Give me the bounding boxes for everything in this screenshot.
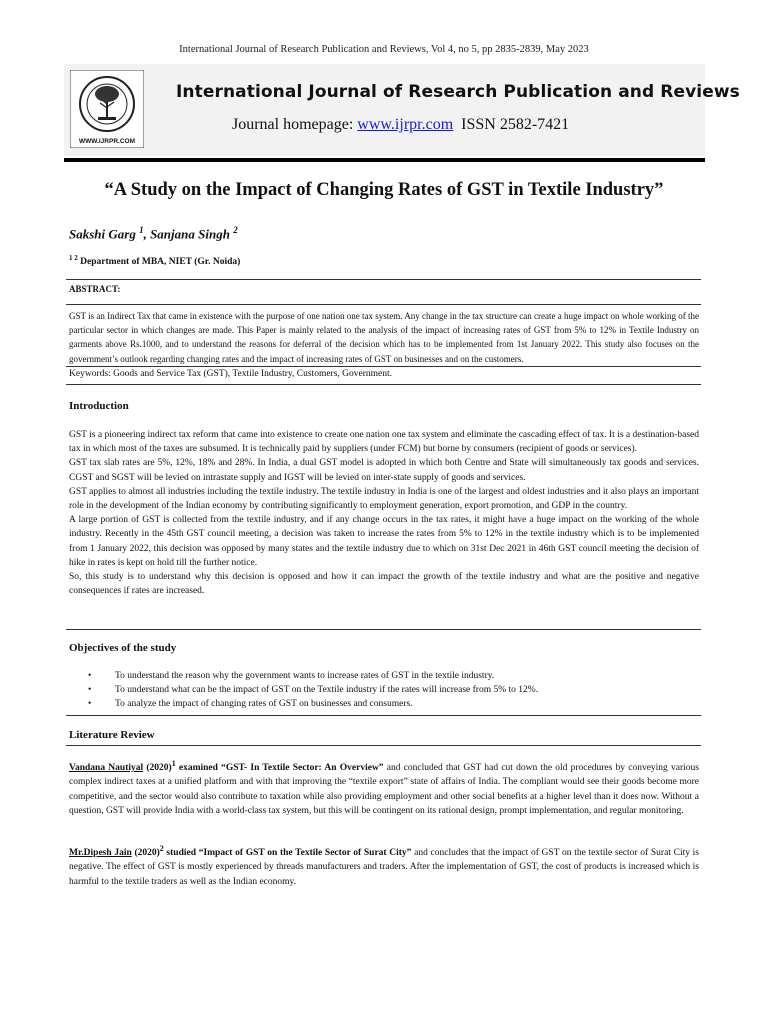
lit-year: (2020) (143, 763, 172, 774)
author-separator: , Sanjana Singh (143, 226, 234, 242)
objective-item: • To understand what can be the impact of GST on the Textile industry if the rates will increase from 5% to 12%. (88, 683, 688, 697)
header-rule (64, 158, 705, 162)
paper-title: “A Study on the Impact of Changing Rates of GST in Textile Industry” (104, 180, 664, 200)
lit-work-title: “GST- In Textile Sector: An Overview” (221, 763, 384, 774)
intro-paragraph: GST applies to almost all industries including the textile industry. The textile industry in India is one of the largest and oldest industries and it also plays an important role in the development of the Indian economy by contributing significantly to employment generation, export promotion, and GDP in the country. (69, 486, 699, 512)
affiliation (69, 254, 240, 267)
intro-paragraph: GST is a pioneering indirect tax reform that came into existence to create one nation one tax system and eliminate the cascading effect of tax. It is a destination-based tax in which most of the taxes are subsumed. It is technically paid by suppliers (under FCM) but borne by consumers (recipient of goods or services). (69, 430, 699, 455)
intro-paragraph: A large portion of GST is collected from the textile industry, and if any change occurs in the tax rates, it might have a huge impact on the working of the whole industry. Recently in the 45th GST council meeting, a decision was taken to increase the rates from 5% to 12% in the textile industry which is to be implemented from 1 January 2022, this decision was opposed by many states and the textile industry due to which on 31st Dec 2021 in 46th GST council meeting the decision of hike in rates is kept on hold till the further notice. (69, 515, 699, 568)
author-sup: 2 (233, 225, 238, 235)
issn: ISSN 2582-7421 (461, 116, 570, 133)
authors (69, 225, 238, 242)
lit-year: (2020) (131, 848, 160, 859)
objectives-heading: Objectives of the study (69, 642, 177, 654)
abstract-divider (66, 304, 701, 305)
literature-entry-1 (69, 757, 699, 818)
objectives-bottom-rule (66, 715, 701, 716)
running-head: International Journal of Research Publication and Reviews, Vol 4, no 5, pp 2835-2839, May 2023 (179, 44, 589, 55)
objectives-list (88, 669, 688, 712)
lit-text: and concludes that the impact of GST on the textile sector of Surat City is negative. The effect of GST is mostly experienced by threads manufacturers and traders. After the implementation of GST, the cost of products is increased which is harmful to the textile traders as well as the Indian economy. (69, 848, 699, 887)
literature-heading: Literature Review (69, 729, 155, 741)
objective-item: • To understand the reason why the government wants to increase rates of GST in the textile industry. (88, 669, 688, 683)
journal-homepage-line (232, 116, 569, 134)
keywords-rule (66, 384, 701, 385)
affiliation-text: Department of MBA, NIET (Gr. Noida) (77, 257, 241, 268)
introduction-body (69, 428, 699, 598)
lit-verb: examined (175, 763, 222, 774)
lit-verb: studied (163, 848, 199, 859)
lit-sup: 2 (159, 844, 164, 853)
introduction-heading: Introduction (69, 400, 129, 412)
journal-title: International Journal of Research Publication and Reviews (176, 82, 740, 102)
objective-item: • To analyze the impact of changing rates of GST on businesses and consumers. (88, 697, 688, 711)
homepage-label: Journal homepage: (232, 116, 358, 133)
abstract-top-rule (66, 279, 701, 280)
journal-logo (70, 70, 144, 148)
intro-paragraph: GST tax slab rates are 5%, 12%, 18% and 28%. In India, a dual GST model is adopted in which both Centre and State will simultaneously tax goods and services. CGST and SGST will be levied on intrastate supply and IGST will be levied on inter-state supply of goods and services. (69, 458, 699, 483)
journal-banner (64, 64, 705, 156)
literature-entry-2 (69, 842, 699, 889)
literature-rule (66, 745, 701, 746)
affiliation-sup: 1 2 (69, 254, 78, 262)
homepage-link[interactable]: www.ijrpr.com (357, 116, 454, 133)
intro-paragraph: So, this study is to understand why this decision is opposed and how it can impact the growth of the textile industry and what are the positive and negative consequences if rates are increased. (69, 572, 699, 597)
logo-caption: WWW.IJRPR.COM (79, 138, 135, 145)
intro-bottom-rule (66, 629, 701, 630)
abstract-label: ABSTRACT: (69, 284, 121, 294)
journal-seal-icon (70, 70, 144, 148)
lit-author: Mr.Dipesh Jain (69, 848, 132, 859)
lit-author: Vandana Nautiyal (69, 763, 144, 774)
keywords: Keywords: Goods and Service Tax (GST), Textile Industry, Customers, Government. (69, 369, 393, 379)
lit-text: and concluded that GST had cut down the old procedures by conveying various complex indirect taxes at a unified platform and with that improving the “textile export” state of affairs of India. The compliant would see their goods become more competitive, and the sector would also contribute to taxation while also providing employment and other social benefits at a higher level than it does now. Without a question, GST will provide India with a world-class tax system, but this will be contingent on its rational design, prompt implementation, and regular monitoring. (69, 763, 699, 816)
lit-work-title: “Impact of GST on the Textile Sector of Surat City” (198, 848, 412, 859)
author-name: Sakshi Garg (69, 226, 140, 242)
abstract-text: GST is an Indirect Tax that came in existence with the purpose of one nation one tax system. Any change in the tax structure can create a huge impact on whole working of the particular sector in which changes are made. This Paper is mainly related to the analysis of the impact of increasing rates of GST from 5% to 12% in Textile Industry on garments above Rs.1000, and to understand the reasons for deferral of the decision which has to be implemented from 1st January 2022. This study also focuses on the government’s outlook regarding changing rates and the impact of increasing rates of GST on businesses and on the customers. (69, 311, 699, 364)
lit-sup: 1 (171, 759, 176, 768)
author-sup: 1 (139, 225, 144, 235)
abstract-bottom-rule (66, 366, 701, 367)
